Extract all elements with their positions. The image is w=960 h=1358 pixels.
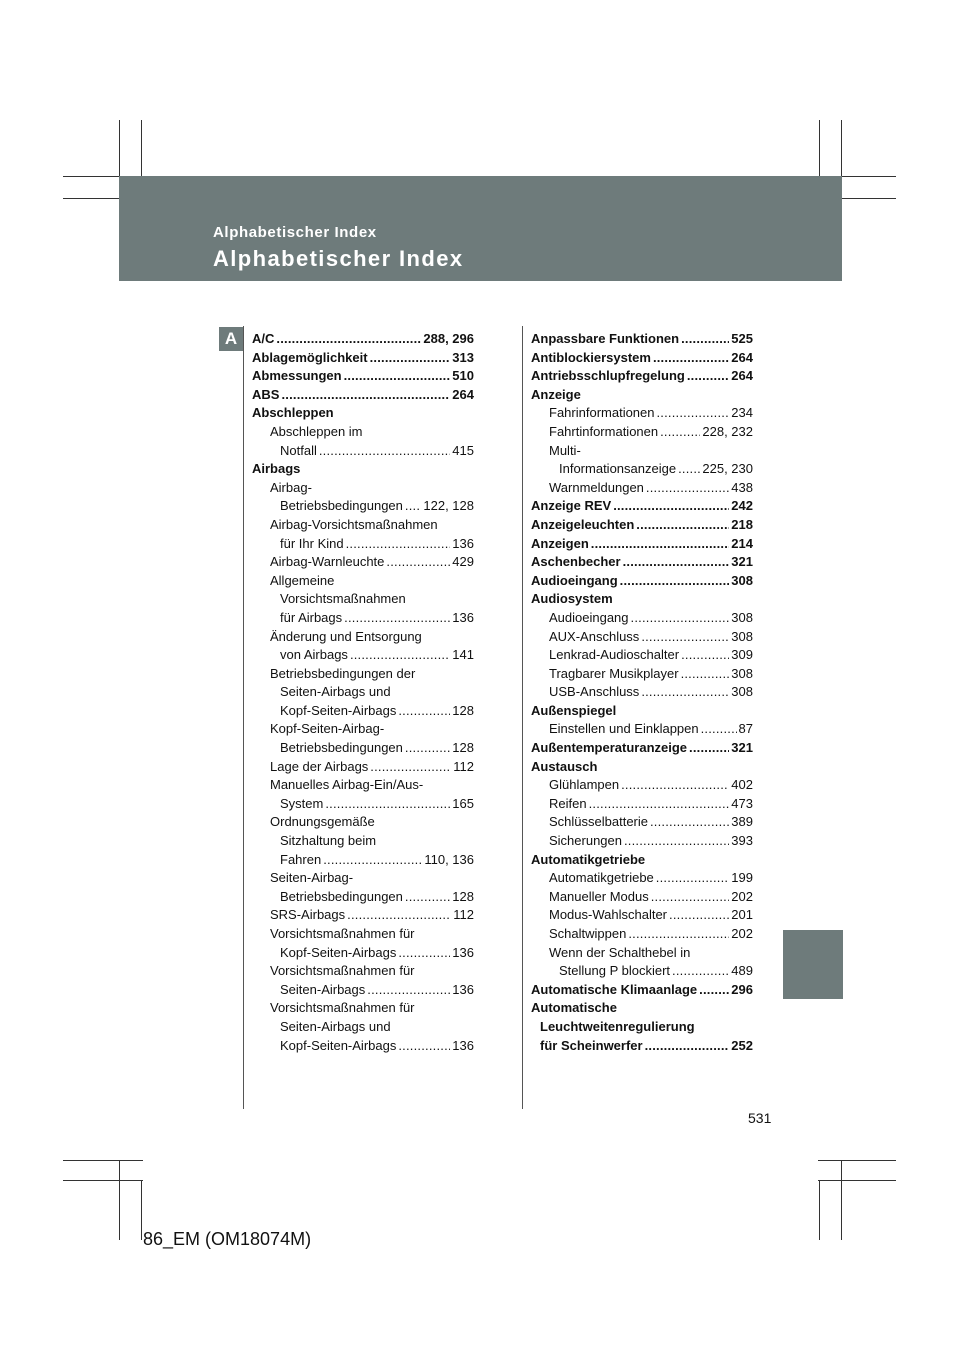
index-entry-text: Aschenbecher: [531, 554, 621, 570]
index-entry: [252, 962, 474, 981]
index-entry-page: 202: [731, 888, 753, 904]
index-entry: [531, 609, 753, 628]
index-entry-text: Vorsichtsmaßnahmen für: [270, 926, 415, 941]
document-code: 86_EM (OM18074M): [143, 1229, 312, 1249]
index-entry: [531, 888, 753, 907]
index-entry-text: Manueller Modus: [549, 888, 649, 904]
index-entry: [252, 460, 474, 479]
index-entry: [531, 460, 753, 479]
dot-leader: [681, 330, 729, 349]
dot-leader: [281, 386, 450, 405]
dot-leader: [405, 888, 450, 907]
dot-leader: [651, 888, 730, 907]
index-entry: [252, 758, 474, 777]
dot-leader: [370, 349, 451, 368]
index-entry-text: Außenspiegel: [531, 702, 617, 718]
index-entry-text: Fahren: [280, 851, 322, 867]
index-entry: [252, 906, 474, 925]
index-entry: [252, 851, 474, 870]
dot-leader: [681, 646, 729, 665]
index-entry-page: 308: [731, 628, 753, 644]
crop-mark: [141, 1180, 142, 1240]
index-entry-text: Fahrinformationen: [549, 405, 655, 421]
index-entry: [531, 795, 753, 814]
index-entry: [531, 832, 753, 851]
index-entry-page: 128: [452, 888, 474, 904]
dot-leader: [628, 925, 729, 944]
index-entry-text: Ordnungsgemäße: [270, 814, 375, 830]
index-entry-page: 438: [731, 479, 753, 495]
header-band: [119, 176, 842, 281]
index-entry-text: Anzeigen: [531, 535, 589, 551]
index-entry-text: Glühlampen: [549, 777, 620, 793]
dot-leader: [645, 1037, 730, 1056]
index-entry-text: Manuelles Airbag-Ein/Aus-: [270, 777, 424, 793]
index-entry-text: Automatikgetriebe: [531, 851, 646, 867]
dot-leader: [276, 330, 421, 349]
index-entry: [531, 497, 753, 516]
index-entry: [531, 869, 753, 888]
dot-leader: [641, 683, 729, 702]
index-entry: [252, 497, 474, 516]
index-entry: [531, 813, 753, 832]
dot-leader: [367, 981, 450, 1000]
index-entry: [531, 720, 753, 739]
index-entry-page: 122, 128: [423, 498, 474, 514]
index-entry-page: 264: [452, 386, 474, 402]
index-entry: [531, 590, 753, 609]
index-entry: [531, 572, 753, 591]
index-entry-text: Airbag-: [270, 479, 312, 495]
index-entry: [252, 553, 474, 572]
index-entry-text: Automatikgetriebe: [549, 870, 654, 886]
index-entry-page: 128: [452, 740, 474, 756]
dot-leader: [344, 367, 451, 386]
index-entry: [252, 535, 474, 554]
dot-leader: [323, 851, 422, 870]
index-entry: [252, 999, 474, 1018]
index-entry: [252, 888, 474, 907]
index-entry-page: 489: [731, 963, 753, 979]
index-entry-page: 321: [731, 554, 753, 570]
index-entry-text: Vorsichtsmaßnahmen: [280, 591, 406, 607]
index-entry: [252, 1018, 474, 1037]
index-entry: [252, 981, 474, 1000]
index-entry-page: 252: [731, 1037, 753, 1053]
crop-mark: [818, 1160, 896, 1161]
index-entry-text: Kopf-Seiten-Airbags: [280, 702, 397, 718]
index-entry-text: Schaltwippen: [549, 926, 627, 941]
dot-leader: [620, 572, 730, 591]
dot-leader: [624, 832, 729, 851]
index-entry: [531, 442, 753, 461]
index-entry-text: Außentemperaturanzeige: [531, 740, 688, 756]
index-entry: [531, 944, 753, 963]
index-entry-text: für Airbags: [280, 609, 343, 625]
index-entry-text: Airbags: [252, 461, 301, 477]
index-entry: [531, 553, 753, 572]
index-entry: [531, 479, 753, 498]
index-entry: [252, 646, 474, 665]
index-entry-page: 136: [452, 1037, 474, 1053]
index-entry-text: Änderung und Entsorgung: [270, 628, 422, 644]
index-entry-page: 234: [731, 405, 753, 421]
index-entry-page: 112: [453, 758, 474, 774]
index-entry: [252, 795, 474, 814]
index-entry: [252, 423, 474, 442]
index-entry-page: 321: [731, 740, 753, 756]
index-entry: [531, 776, 753, 795]
index-entry-text: System: [280, 795, 324, 811]
index-entry-text: Lage der Airbags: [270, 758, 369, 774]
index-entry: [252, 869, 474, 888]
index-entry: [531, 702, 753, 721]
dot-leader: [398, 1037, 450, 1056]
index-entry-page: 228, 232: [702, 423, 753, 439]
index-entry-page: 112: [453, 907, 474, 923]
index-entry-page: 288, 296: [423, 331, 474, 346]
dot-leader: [681, 665, 730, 684]
index-entry: [252, 572, 474, 591]
letter-tab: A: [219, 327, 243, 351]
index-entry: [531, 349, 753, 368]
index-entry: [252, 832, 474, 851]
index-entry-page: 309: [731, 647, 753, 663]
index-entry: [531, 330, 753, 349]
index-entry: [531, 683, 753, 702]
index-entry: [531, 851, 753, 870]
index-entry-text: Stellung P blockiert: [559, 963, 671, 979]
index-entry-page: 110, 136: [424, 851, 474, 867]
index-entry: [531, 367, 753, 386]
index-entry-text: A/C: [252, 331, 275, 346]
index-entry-text: Anzeige: [531, 386, 581, 402]
index-entry-text: Lenkrad-Audioschalter: [549, 647, 680, 663]
index-entry: [531, 758, 753, 777]
dot-leader: [678, 460, 700, 479]
index-entry-text: Wenn der Schalthebel in: [549, 944, 691, 960]
index-entry-text: SRS-Airbags: [270, 907, 346, 923]
index-entry-text: ABS: [252, 386, 280, 402]
column-divider: [522, 326, 523, 1109]
dot-leader: [325, 795, 450, 814]
chapter-side-tab: [783, 930, 843, 999]
crop-mark: [119, 1160, 120, 1240]
index-entry-text: Anzeige REV: [531, 498, 612, 514]
dot-leader: [350, 646, 450, 665]
index-entry-text: Abmessungen: [252, 368, 342, 384]
index-entry: [531, 1018, 753, 1037]
index-entry: [531, 646, 753, 665]
crop-mark: [841, 1160, 842, 1240]
index-entry: [252, 813, 474, 832]
dot-leader: [631, 609, 730, 628]
index-entry-text: Tragbarer Musikplayer: [549, 665, 679, 681]
index-entry-text: für Scheinwerfer: [540, 1037, 643, 1053]
index-entry: [252, 776, 474, 795]
index-entry: [252, 442, 474, 461]
index-entry: [531, 999, 753, 1018]
index-entry: [252, 349, 474, 368]
index-entry-page: 242: [731, 498, 753, 514]
index-entry-page: 136: [452, 944, 474, 960]
index-entry-text: Seiten-Airbags: [280, 981, 366, 997]
dot-leader: [657, 404, 730, 423]
index-entry: [531, 665, 753, 684]
index-entry-text: Reifen: [549, 795, 587, 811]
dot-leader: [660, 423, 700, 442]
dot-leader: [621, 776, 729, 795]
index-entry: [531, 386, 753, 405]
index-entry: [252, 665, 474, 684]
dot-leader: [656, 869, 730, 888]
section-title: Alphabetischer Index: [213, 246, 464, 271]
index-entry-text: Antiblockiersystem: [531, 349, 651, 365]
dot-leader: [672, 962, 729, 981]
index-entry-page: 128: [452, 702, 474, 718]
crop-mark: [818, 1180, 896, 1181]
index-entry-text: Antriebsschlupfregelung: [531, 368, 685, 384]
dot-leader: [405, 739, 450, 758]
index-entry-page: 202: [731, 926, 753, 941]
index-entry-page: 201: [731, 907, 753, 923]
index-entry: [252, 925, 474, 944]
index-entry: [252, 720, 474, 739]
index-entry: [531, 981, 753, 1000]
index-entry-text: von Airbags: [280, 647, 348, 663]
section-title-small: Alphabetischer Index: [213, 224, 377, 241]
index-entry: [531, 1037, 753, 1056]
index-entry-text: USB-Anschluss: [549, 684, 640, 700]
index-entry-text: Audiosystem: [531, 591, 613, 607]
crop-mark: [819, 1180, 820, 1240]
index-entry-text: Automatische: [531, 1000, 617, 1016]
index-entry-text: Vorsichtsmaßnahmen für: [270, 1000, 415, 1016]
index-entry-text: Anzeigeleuchten: [531, 516, 635, 532]
index-entry-text: Airbag-Vorsichtsmaßnahmen: [270, 516, 438, 532]
index-entry: [252, 590, 474, 609]
index-entry-page: 136: [452, 535, 474, 551]
index-entry: [252, 702, 474, 721]
index-entry-text: Betriebsbedingungen: [280, 888, 403, 904]
index-entry-text: für Ihr Kind: [280, 535, 344, 551]
dot-leader: [398, 944, 450, 963]
index-entry-page: 510: [452, 368, 474, 384]
index-entry: [252, 367, 474, 386]
dot-leader: [641, 628, 729, 647]
dot-leader: [319, 442, 450, 461]
index-entry-text: Seiten-Airbag-: [270, 870, 354, 886]
index-entry-text: Sitzhaltung beim: [280, 833, 377, 849]
index-entry-text: Airbag-Warnleuchte: [270, 554, 385, 570]
dot-leader: [398, 702, 450, 721]
index-entry: [531, 535, 753, 554]
index-entry-text: Betriebsbedingungen: [280, 740, 403, 756]
dot-leader: [623, 553, 730, 572]
index-entry: [252, 516, 474, 535]
index-entry-text: Leuchtweitenregulierung: [540, 1018, 695, 1034]
dot-leader: [347, 906, 451, 925]
index-entry-page: 389: [731, 814, 753, 830]
dot-leader: [613, 497, 729, 516]
dot-leader: [589, 795, 730, 814]
index-entry-text: Automatische Klimaanlage: [531, 981, 698, 997]
dot-leader: [405, 497, 422, 516]
index-entry: [531, 962, 753, 981]
index-column-right: [531, 330, 753, 1055]
index-entry-page: 429: [452, 554, 474, 570]
index-entry-text: Kopf-Seiten-Airbags: [280, 944, 397, 960]
dot-leader: [669, 906, 729, 925]
index-entry-page: 525: [731, 331, 753, 346]
dot-leader: [701, 720, 737, 739]
index-entry-text: Schlüsselbatterie: [549, 814, 648, 830]
dot-leader: [344, 609, 450, 628]
dot-leader: [370, 758, 451, 777]
index-entry: [252, 609, 474, 628]
index-entry-text: Vorsichtsmaßnahmen für: [270, 963, 415, 979]
dot-leader: [653, 349, 729, 368]
index-entry-text: Abschleppen: [252, 405, 334, 421]
index-entry-page: 264: [731, 349, 753, 365]
index-entry-text: Betriebsbedingungen der: [270, 665, 416, 681]
index-entry-text: Audioeingang: [549, 609, 629, 625]
index-entry-page: 136: [452, 981, 474, 997]
index-entry-text: Warnmeldungen: [549, 479, 644, 495]
index-entry-text: Modus-Wahlschalter: [549, 907, 668, 923]
index-entry: [252, 330, 474, 349]
index-entry-page: 218: [731, 516, 753, 532]
index-entry-page: 308: [731, 609, 753, 625]
index-entry: [252, 628, 474, 647]
index-entry-text: Allgemeine: [270, 572, 335, 588]
index-entry-text: Seiten-Airbags und: [280, 684, 391, 700]
index-entry: [531, 925, 753, 944]
index-entry: [252, 386, 474, 405]
index-entry-text: Informationsanzeige: [559, 461, 677, 477]
index-entry-page: 141: [452, 647, 474, 663]
index-entry-text: Audioeingang: [531, 572, 618, 588]
index-entry-page: 87: [738, 721, 753, 737]
index-entry-text: Sicherungen: [549, 833, 622, 849]
dot-leader: [689, 739, 729, 758]
index-entry-page: 402: [731, 777, 753, 793]
dot-leader: [687, 367, 729, 386]
index-entry-text: Fahrtinformationen: [549, 423, 659, 439]
index-entry: [252, 479, 474, 498]
index-entry-page: 308: [731, 665, 753, 681]
index-entry-text: Betriebsbedingungen: [280, 498, 403, 514]
index-entry-text: Abschleppen im: [270, 423, 363, 439]
index-entry: [531, 739, 753, 758]
index-entry-text: Kopf-Seiten-Airbag-: [270, 721, 385, 737]
dot-leader: [699, 981, 729, 1000]
index-entry: [252, 1037, 474, 1056]
dot-leader: [591, 535, 730, 554]
crop-mark: [63, 1160, 143, 1161]
dot-leader: [646, 479, 729, 498]
index-entry: [531, 628, 753, 647]
index-entry-page: 308: [731, 684, 753, 700]
index-entry: [252, 739, 474, 758]
index-entry: [531, 906, 753, 925]
index-entry-page: 296: [731, 981, 753, 997]
index-entry-text: Einstellen und Einklappen: [549, 721, 699, 737]
index-entry: [252, 404, 474, 423]
index-entry-page: 165: [452, 795, 474, 811]
dot-leader: [636, 516, 729, 535]
page-number: 531: [748, 1110, 772, 1126]
index-entry: [531, 516, 753, 535]
index-entry-text: Anpassbare Funktionen: [531, 331, 680, 346]
index-entry-text: Kopf-Seiten-Airbags: [280, 1037, 397, 1053]
index-entry-text: Ablagemöglichkeit: [252, 349, 368, 365]
index-entry: [531, 404, 753, 423]
index-entry-text: AUX-Anschluss: [549, 628, 640, 644]
index-column-left: [252, 330, 474, 1055]
column-divider: [243, 326, 244, 1109]
index-entry-text: Notfall: [280, 442, 317, 458]
index-entry-text: Seiten-Airbags und: [280, 1018, 391, 1034]
dot-leader: [346, 535, 451, 554]
index-entry-page: 225, 230: [702, 461, 753, 477]
index-entry-page: 313: [452, 349, 474, 365]
index-entry-text: Multi-: [549, 442, 581, 458]
index-entry-page: 214: [731, 535, 753, 551]
dot-leader: [386, 553, 450, 572]
index-entry-page: 473: [731, 795, 753, 811]
index-entry-page: 415: [452, 442, 474, 458]
index-entry: [531, 423, 753, 442]
index-entry-page: 393: [731, 833, 753, 849]
index-entry: [252, 944, 474, 963]
index-entry-page: 264: [731, 368, 753, 384]
index-entry-text: Austausch: [531, 758, 598, 774]
index-entry-page: 308: [731, 572, 753, 588]
index-entry: [252, 683, 474, 702]
dot-leader: [650, 813, 729, 832]
crop-mark: [63, 1180, 143, 1181]
index-entry-page: 199: [731, 870, 753, 886]
index-entry-page: 136: [452, 609, 474, 625]
